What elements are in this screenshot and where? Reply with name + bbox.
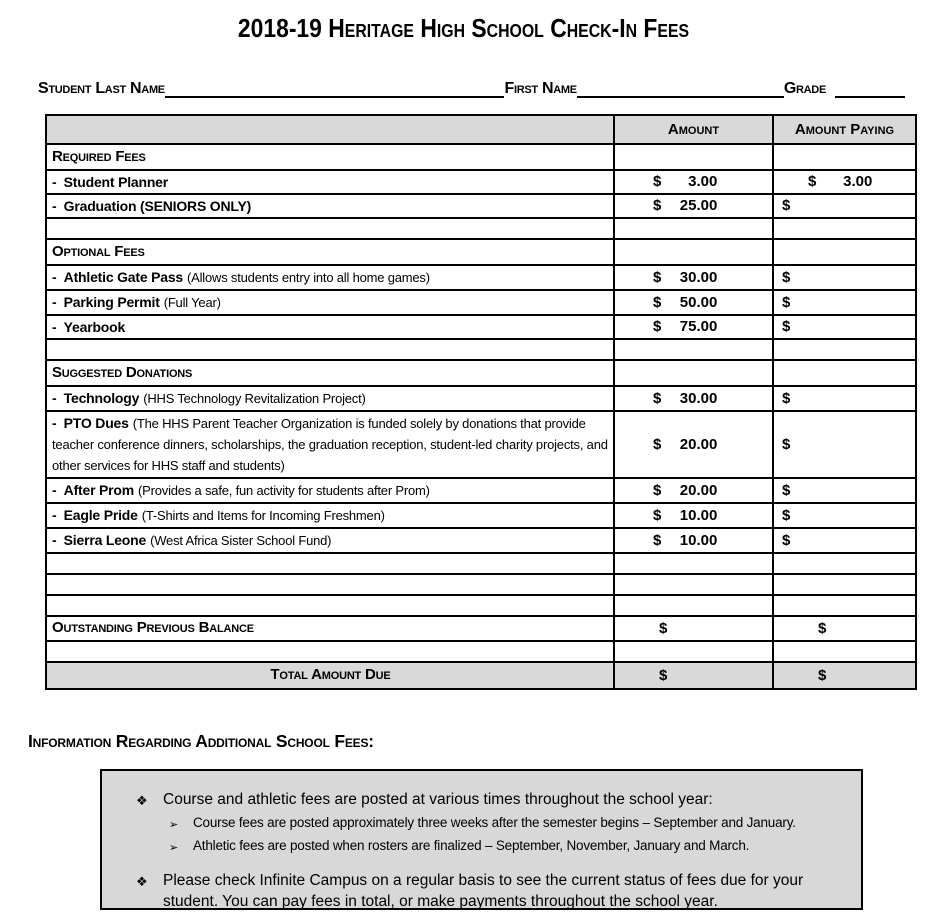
fees-form-page [0, 13, 927, 910]
table-row-blank [46, 339, 916, 360]
fee-item-description: (HHS Technology Revitalization Project) [143, 390, 366, 406]
dollar-sign: $ [782, 531, 791, 549]
item-dash: - [52, 197, 57, 214]
section-label: Required Fees [52, 147, 146, 165]
fee-item-label: Sierra Leone [63, 531, 147, 548]
fee-item-label: Student Planner [63, 173, 169, 190]
fee-item-cell [46, 386, 614, 411]
amount-cell-empty [614, 144, 773, 170]
amount-cell [614, 170, 773, 194]
amount-cell [614, 528, 773, 553]
amount-column-header: Amount [614, 115, 773, 144]
table-row-item [46, 411, 916, 478]
dollar-sign: $ [653, 389, 662, 407]
amount-paying-cell[interactable] [773, 170, 916, 194]
table-row-blank [46, 553, 916, 574]
first-name-input-line[interactable] [577, 81, 784, 98]
amount-cell [614, 290, 773, 315]
money-value: 20.00 [679, 435, 718, 453]
money-value: 25.00 [679, 197, 718, 215]
grade-label: Grade [783, 80, 826, 97]
item-dash: - [52, 268, 57, 285]
amount-paying-cell[interactable] [773, 478, 916, 503]
amount-paying-cell[interactable] [773, 411, 916, 478]
header-empty-cell [46, 115, 614, 144]
fee-item-description: (West Africa Sister School Fund) [150, 532, 332, 548]
amount-cell-empty [614, 218, 773, 239]
dollar-sign: $ [782, 197, 791, 215]
money-value: 3.00 [688, 173, 718, 191]
money-value: 75.00 [679, 318, 718, 336]
item-dash: - [52, 481, 57, 498]
dollar-sign: $ [818, 666, 827, 684]
amount-cell [614, 478, 773, 503]
money-value: 10.00 [679, 506, 718, 524]
dollar-sign: $ [653, 173, 662, 191]
item-dash: - [52, 531, 57, 548]
section-label-cell [46, 144, 614, 170]
section-label: Outstanding Previous Balance [52, 619, 254, 637]
item-dash: - [52, 389, 57, 406]
amount-paying-cell[interactable] [773, 616, 916, 641]
blank-cell [46, 218, 614, 239]
table-row-item [46, 265, 916, 290]
money-value: 30.00 [679, 389, 718, 407]
dollar-sign: $ [653, 268, 662, 286]
fee-item-cell [46, 411, 614, 478]
grade-input-line[interactable] [835, 81, 905, 98]
total-label: Total Amount Due [270, 666, 391, 684]
table-row-blank [46, 641, 916, 662]
amount-cell [614, 616, 773, 641]
amount-cell [614, 662, 773, 689]
first-name-label: First Name [504, 80, 577, 97]
table-row-item [46, 315, 916, 339]
money-value: 30.00 [679, 268, 718, 286]
amount-paying-cell[interactable] [773, 315, 916, 339]
amount-cell [614, 386, 773, 411]
amount-paying-cell[interactable] [773, 290, 916, 315]
money-value: 50.00 [679, 293, 718, 311]
student-info-line [38, 81, 905, 98]
fee-item-description: (Full Year) [163, 294, 221, 310]
amount-paying-cell-empty [773, 218, 916, 239]
item-dash: - [52, 414, 57, 431]
table-header-row [46, 115, 916, 144]
blank-cell [46, 339, 614, 360]
section-label-cell [46, 239, 614, 265]
item-dash: - [52, 506, 57, 523]
fee-item-label: Eagle Pride [63, 506, 138, 523]
fee-item-cell [46, 170, 614, 194]
fees-table [45, 114, 917, 690]
amount-cell-empty [614, 360, 773, 386]
fee-item-label: Graduation (SENIORS ONLY) [63, 197, 252, 214]
amount-cell-empty [614, 553, 773, 574]
amount-paying-column-header: Amount Paying [773, 115, 916, 144]
table-row-section [46, 239, 916, 265]
blank-cell [46, 553, 614, 574]
fee-item-description: (T-Shirts and Items for Incoming Freshmen) [141, 507, 385, 523]
dollar-sign: $ [782, 389, 791, 407]
money-value: 10.00 [679, 531, 718, 549]
dollar-sign: $ [653, 293, 662, 311]
dollar-sign: $ [782, 268, 791, 286]
item-dash: - [52, 173, 57, 190]
section-label: Optional Fees [52, 242, 145, 260]
money-value: 20.00 [679, 481, 718, 499]
table-row-section [46, 360, 916, 386]
info-bullet-text: Course and athletic fees are posted at various times throughout the school year: [163, 790, 713, 808]
page-title: 2018-19 Heritage High School Check-In Fees [237, 13, 690, 43]
info-bullet [169, 835, 837, 858]
table-row-balance [46, 616, 916, 641]
dollar-sign: $ [659, 619, 668, 637]
dollar-sign: $ [659, 666, 668, 684]
fee-item-cell [46, 503, 614, 528]
table-row-item [46, 194, 916, 218]
table-row-blank [46, 595, 916, 616]
student-last-name-label: Student Last Name [38, 80, 165, 97]
blank-cell [46, 574, 614, 595]
table-row-item [46, 386, 916, 411]
info-bullet-list [136, 789, 837, 912]
fee-item-label: Parking Permit [63, 293, 160, 310]
section-label-cell [46, 616, 614, 641]
dollar-sign: $ [782, 435, 791, 453]
fee-item-cell [46, 290, 614, 315]
table-row-item [46, 528, 916, 553]
fee-item-cell [46, 528, 614, 553]
amount-paying-cell-empty [773, 339, 916, 360]
amount-paying-cell-empty [773, 360, 916, 386]
table-row-item [46, 170, 916, 194]
info-bullet [169, 812, 837, 835]
info-heading: Information Regarding Additional School Fees: [28, 730, 374, 751]
info-bullet-text: Course fees are posted approximately three weeks after the semester begins – September and January. [193, 814, 796, 830]
info-bullet-text: Athletic fees are posted when rosters are finalized – September, November, January and March. [193, 837, 750, 853]
amount-paying-cell[interactable] [773, 528, 916, 553]
amount-cell [614, 265, 773, 290]
dollar-sign: $ [653, 531, 662, 549]
table-row-blank [46, 574, 916, 595]
amount-cell [614, 503, 773, 528]
info-bullet [136, 870, 837, 912]
amount-paying-cell-empty [773, 144, 916, 170]
amount-paying-cell[interactable] [773, 194, 916, 218]
dollar-sign: $ [653, 506, 662, 524]
dollar-sign: $ [782, 481, 791, 499]
table-row-item [46, 503, 916, 528]
money-value: 3.00 [843, 173, 873, 191]
arrow-bullet-icon: ➢ [169, 840, 179, 854]
info-bullet [136, 789, 837, 812]
item-dash: - [52, 318, 57, 335]
last-name-input-line[interactable] [165, 81, 505, 98]
fee-item-label: Technology [63, 389, 140, 406]
fee-item-description: (The HHS Parent Teacher Organization is funded solely by donations that provide teacher conference dinners, scholarships, the graduation reception, student-led charity projects, and other services for HHS staff and students) [52, 415, 608, 473]
item-dash: - [52, 293, 57, 310]
dollar-sign: $ [653, 481, 662, 499]
amount-paying-cell-empty [773, 595, 916, 616]
dollar-sign: $ [808, 173, 817, 191]
blank-cell [46, 595, 614, 616]
total-label-cell [46, 662, 614, 689]
fee-item-label: Yearbook [63, 318, 126, 335]
table-row-total [46, 662, 916, 689]
fee-item-label: After Prom [63, 481, 135, 498]
amount-paying-cell-empty [773, 641, 916, 662]
amount-paying-cell[interactable] [773, 662, 916, 689]
diamond-bullet-icon: ❖ [136, 793, 148, 809]
amount-cell [614, 315, 773, 339]
dollar-sign: $ [818, 619, 827, 637]
fee-item-description: (Provides a safe, fun activity for students after Prom) [138, 482, 430, 498]
amount-cell-empty [614, 574, 773, 595]
amount-paying-cell[interactable] [773, 503, 916, 528]
amount-cell-empty [614, 595, 773, 616]
section-label: Suggested Donations [52, 363, 193, 381]
fee-item-cell [46, 265, 614, 290]
dollar-sign: $ [782, 318, 791, 336]
fee-item-cell [46, 315, 614, 339]
fee-item-description: (Allows students entry into all home games) [187, 269, 430, 285]
arrow-bullet-icon: ➢ [169, 817, 179, 831]
fee-item-label: PTO Dues [63, 414, 129, 431]
amount-cell-empty [614, 239, 773, 265]
dollar-sign: $ [653, 318, 662, 336]
dollar-sign: $ [782, 506, 791, 524]
amount-paying-cell[interactable] [773, 386, 916, 411]
dollar-sign: $ [653, 435, 662, 453]
amount-cell-empty [614, 339, 773, 360]
amount-paying-cell-empty [773, 574, 916, 595]
blank-cell [46, 641, 614, 662]
amount-paying-cell-empty [773, 553, 916, 574]
fee-item-label: Athletic Gate Pass [63, 268, 184, 285]
diamond-bullet-icon: ❖ [136, 874, 148, 890]
amount-paying-cell-empty [773, 239, 916, 265]
amount-paying-cell[interactable] [773, 265, 916, 290]
section-label-cell [46, 360, 614, 386]
amount-cell [614, 194, 773, 218]
fee-item-cell [46, 478, 614, 503]
info-box [100, 769, 863, 910]
amount-cell-empty [614, 641, 773, 662]
table-row-section [46, 144, 916, 170]
info-bullet-text: Please check Infinite Campus on a regular basis to see the current status of fees due for your student. You can pay fees in total, or make payments throughout the school year. [163, 871, 804, 910]
table-row-blank [46, 218, 916, 239]
amount-cell [614, 411, 773, 478]
dollar-sign: $ [782, 293, 791, 311]
table-row-item [46, 478, 916, 503]
table-row-item [46, 290, 916, 315]
fee-item-cell [46, 194, 614, 218]
dollar-sign: $ [653, 197, 662, 215]
